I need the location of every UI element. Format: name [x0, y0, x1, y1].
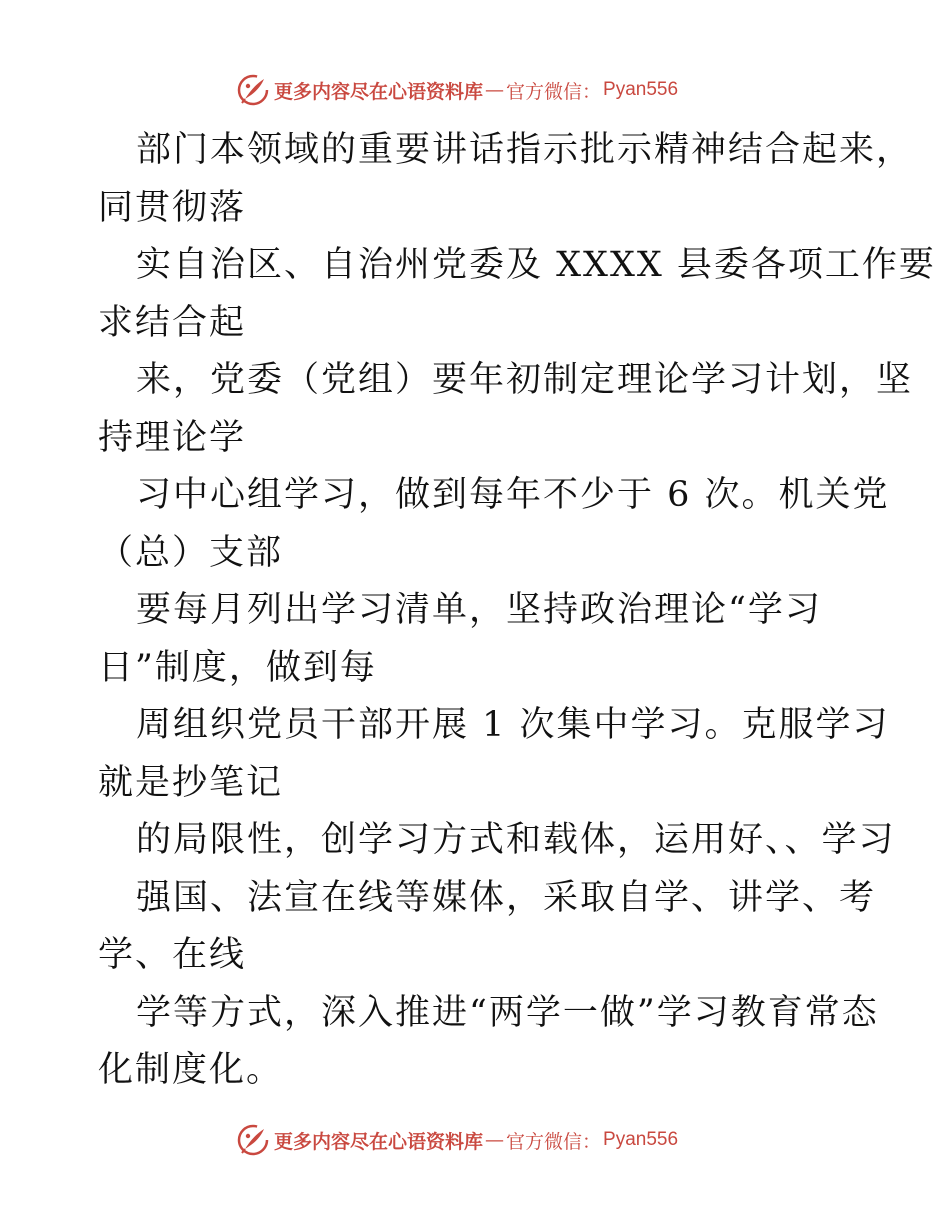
text-line: 学等方式，深入推进“两学一做”学习教育常态 — [136, 992, 879, 1033]
header-wechat-id: Pyan556 — [603, 79, 679, 100]
text-line: 日”制度，做到每 — [98, 647, 377, 688]
header-wechat-label: 官方微信： — [506, 80, 602, 103]
text-line: 强国、法宣在线等媒体，采取自学、讲学、考 — [136, 877, 877, 918]
footer-banner-text: 更多内容尽在心语资料库 — [274, 1130, 484, 1153]
footer-banner-dash: — — [485, 1129, 505, 1151]
header-banner — [236, 72, 716, 108]
text-line: 学、在线 — [98, 935, 247, 975]
document-body — [98, 122, 936, 1100]
footer-banner — [236, 1122, 716, 1158]
header-banner-text: 更多内容尽在心语资料库 — [274, 80, 484, 103]
text-line: （总）支部 — [98, 532, 284, 573]
text-line: 周组织党员干部开展 1 次集中学习。克服学习 — [136, 705, 890, 745]
text-line: 实自治区、自治州党委及 XXXX 县委各项工作要 — [136, 245, 936, 285]
text-line: 就是抄笔记 — [98, 762, 284, 803]
text-line: 要每月列出学习清单，坚持政治理论“学习 — [136, 590, 822, 630]
text-line: 化制度化。 — [98, 1050, 284, 1090]
text-line: 同贯彻落 — [98, 187, 247, 228]
text-line: 部门本领域的重要讲话指示批示精神结合起来， — [136, 130, 914, 170]
text-line: 的局限性，创学习方式和载体，运用好、、学习 — [136, 820, 896, 860]
quill-logo-icon — [236, 1123, 270, 1157]
text-line: 习中心组学习，做到每年不少于 6 次。机关党 — [136, 475, 890, 515]
footer-wechat-label: 官方微信： — [506, 1130, 602, 1153]
text-line: 求结合起 — [98, 302, 247, 343]
text-line: 来，党委（党组）要年初制定理论学习计划，坚 — [136, 360, 914, 400]
quill-logo-icon — [236, 73, 270, 107]
header-banner-dash: — — [485, 79, 505, 101]
footer-wechat-id: Pyan556 — [603, 1129, 679, 1150]
text-line: 持理论学 — [98, 417, 247, 458]
